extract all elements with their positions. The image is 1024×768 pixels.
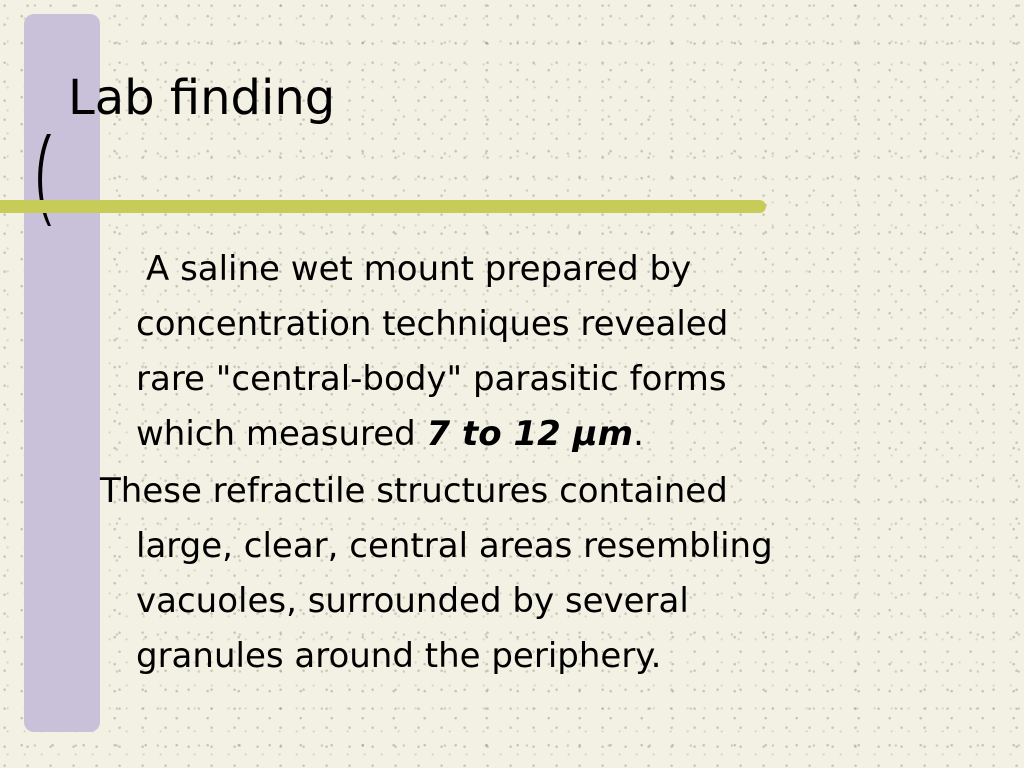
- paragraph-2-line: These refractile structures contained: [100, 471, 728, 511]
- title-underline-rule: [0, 200, 766, 213]
- paragraph-2-line: granules around the periphery.: [136, 636, 662, 676]
- paragraph-2-line: vacuoles, surrounded by several: [136, 581, 689, 621]
- paragraph-2: [90, 464, 950, 684]
- paragraph-1-line: rare "central-body" parasitic forms: [136, 359, 727, 399]
- paragraph-1-line: concentration techniques revealed: [136, 304, 729, 344]
- paragraph-1-last-line: [136, 407, 950, 462]
- line-end: .: [633, 414, 644, 454]
- slide-title: Lab finding: [68, 70, 336, 126]
- line-text: which measured: [136, 414, 427, 454]
- paragraph-1-line: A saline wet mount prepared by: [146, 249, 692, 289]
- slide-body: [90, 242, 950, 684]
- paragraph-2-line: large, clear, central areas resembling: [136, 526, 773, 566]
- bracket-decoration: [33, 130, 63, 230]
- paragraph-1: [90, 242, 950, 462]
- measurement-value: 7 to 12 µm: [426, 414, 634, 454]
